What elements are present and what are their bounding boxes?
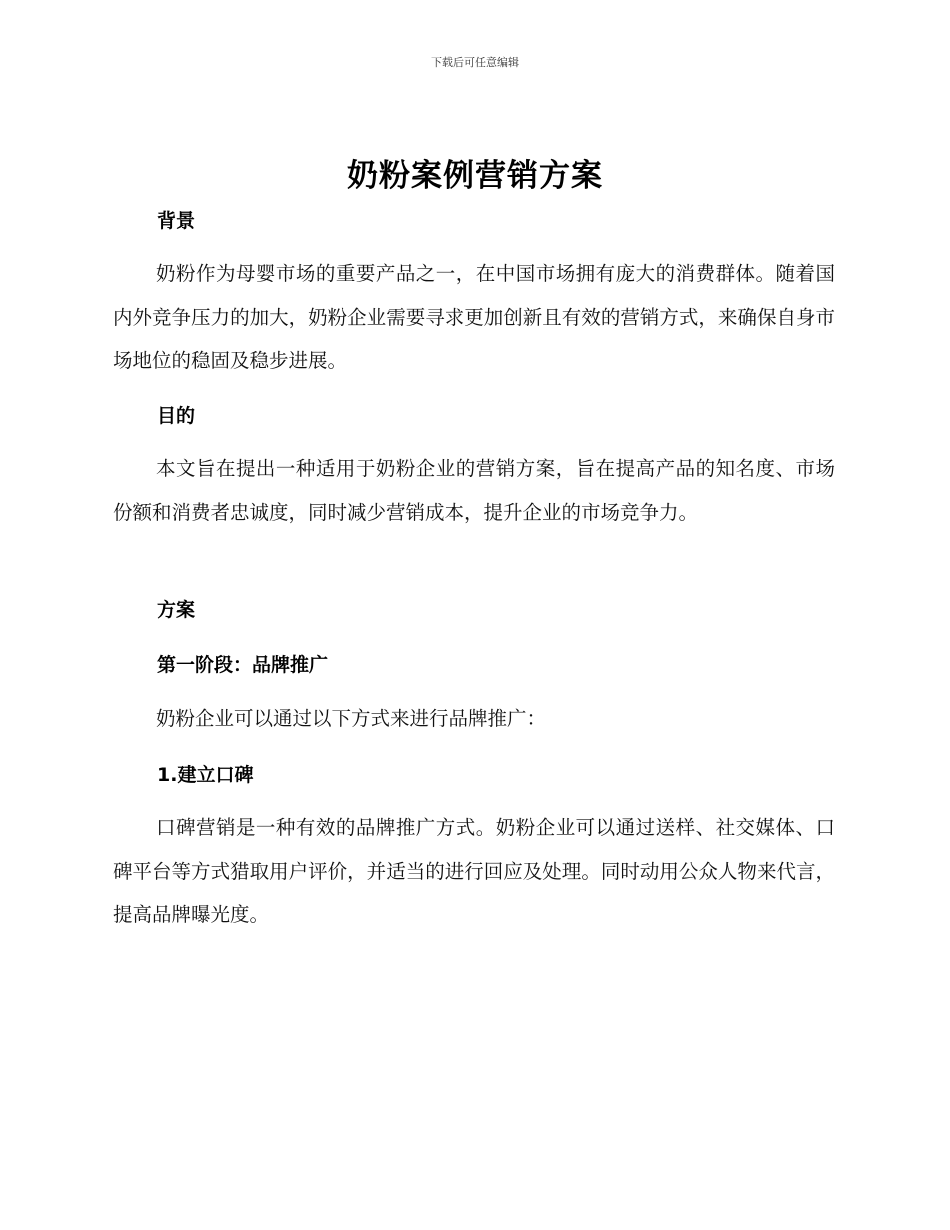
phase1-heading: 第一阶段：品牌推广 [157,654,329,676]
section-heading-purpose: 目的 [157,405,196,427]
document-title: 奶粉案例营销方案 [347,158,603,194]
paragraph-item1: 口碑营销是一种有效的品牌推广方式。奶粉企业可以通过送样、社交媒体、口碑平台等方式猎取用户评价，并适当的进行回应及处理。同时动用公众人物来代言，提高品牌曝光度。 [113,816,835,926]
paragraph-background: 奶粉作为母婴市场的重要产品之一，在中国市场拥有庞大的消费群体。随着国内外竞争压力的加大，奶粉企业需要寻求更加创新且有效的营销方式，来确保自身市场地位的稳固及稳步进展。 [113,262,835,372]
item1-heading: 1.建立口碑 [157,764,254,786]
section-heading-plan: 方案 [157,599,196,621]
paragraph-purpose: 本文旨在提出一种适用于奶粉企业的营销方案，旨在提高产品的知名度、市场份额和消费者忠诚度，同时减少营销成本，提升企业的市场竞争力。 [113,457,835,524]
header-note: 下载后可任意编辑 [431,56,519,69]
phase1-intro: 奶粉企业可以通过以下方式来进行品牌推广： [156,707,547,730]
section-heading-background: 背景 [157,210,196,232]
